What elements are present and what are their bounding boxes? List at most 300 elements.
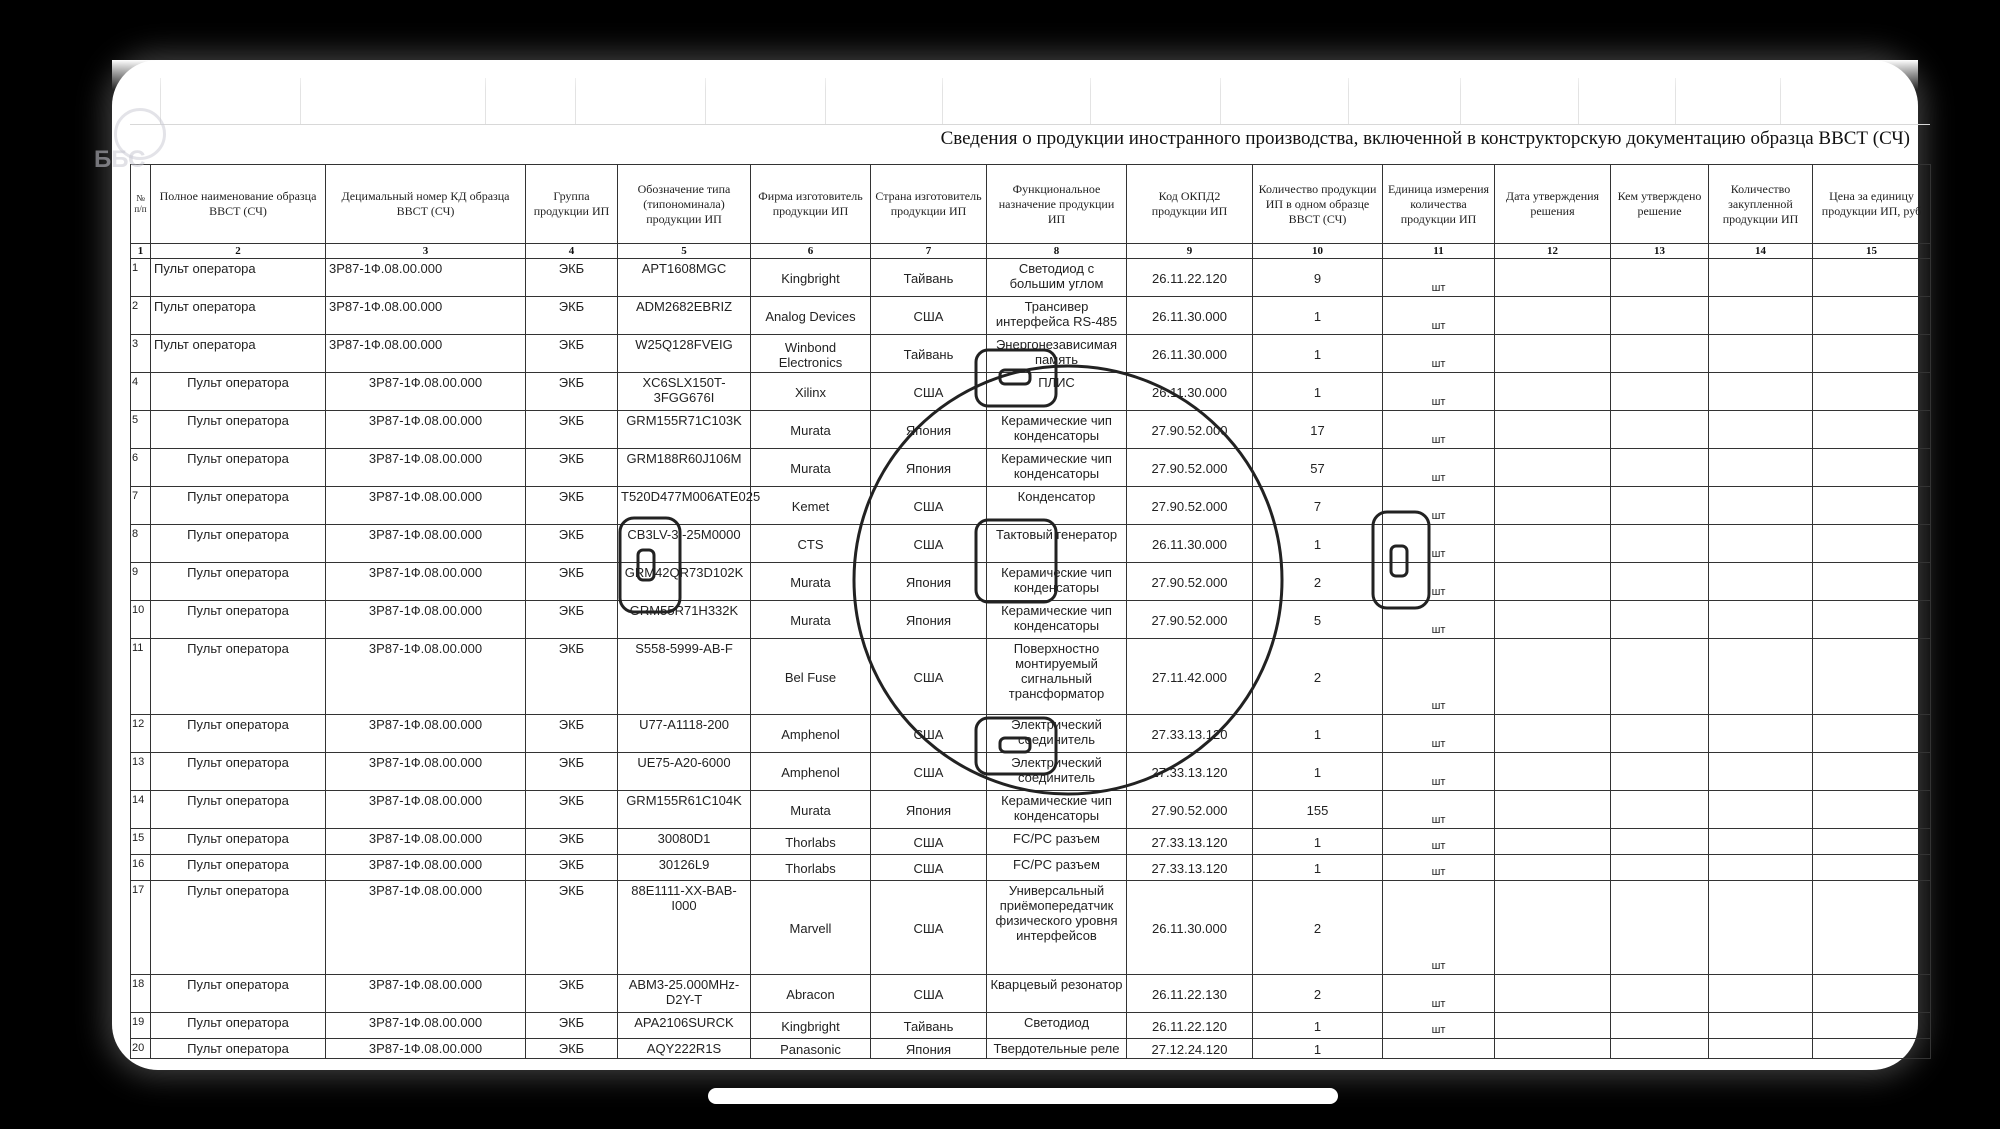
cell-kd[interactable]: 3Р87-1Ф.08.00.000 — [326, 715, 526, 753]
cell-qty[interactable]: 1 — [1253, 829, 1383, 855]
table-row[interactable] — [131, 487, 1931, 525]
empty-cell[interactable] — [1709, 791, 1813, 829]
cell-func[interactable]: Керамические чип конденсаторы — [987, 601, 1127, 639]
cell-country[interactable]: США — [871, 297, 987, 335]
cell-unit[interactable]: шт — [1383, 449, 1495, 487]
empty-cell[interactable] — [1611, 855, 1709, 881]
cell-qty[interactable]: 2 — [1253, 881, 1383, 975]
cell-qty[interactable]: 2 — [1253, 639, 1383, 715]
cell-group[interactable]: ЭКБ — [526, 829, 618, 855]
cell-qty[interactable]: 1 — [1253, 753, 1383, 791]
cell-firm[interactable]: Bel Fuse — [751, 639, 871, 715]
cell-n[interactable]: 9 — [131, 563, 151, 601]
cell-country[interactable]: Тайвань — [871, 335, 987, 373]
cell-kd[interactable]: 3Р87-1Ф.08.00.000 — [326, 791, 526, 829]
cell-qty[interactable]: 17 — [1253, 411, 1383, 449]
empty-cell[interactable] — [1495, 487, 1611, 525]
empty-cell[interactable] — [1495, 639, 1611, 715]
cell-unit[interactable]: шт — [1383, 601, 1495, 639]
cell-firm[interactable]: Murata — [751, 791, 871, 829]
cell-qty[interactable]: 9 — [1253, 259, 1383, 297]
cell-group[interactable]: ЭКБ — [526, 753, 618, 791]
cell-okpd[interactable]: 27.33.13.120 — [1127, 829, 1253, 855]
empty-cell[interactable] — [1611, 411, 1709, 449]
cell-group[interactable]: ЭКБ — [526, 1013, 618, 1039]
table-row[interactable] — [131, 829, 1931, 855]
empty-cell[interactable] — [1709, 881, 1813, 975]
cell-group[interactable]: ЭКБ — [526, 1039, 618, 1059]
table-row[interactable] — [131, 449, 1931, 487]
cell-name[interactable]: Пульт оператора — [151, 259, 326, 297]
cell-kd[interactable]: 3Р87-1Ф.08.00.000 — [326, 829, 526, 855]
empty-cell[interactable] — [1495, 753, 1611, 791]
cell-n[interactable]: 3 — [131, 335, 151, 373]
cell-type[interactable]: 30126L9 — [618, 855, 751, 881]
cell-country[interactable]: США — [871, 855, 987, 881]
cell-kd[interactable]: 3Р87-1Ф.08.00.000 — [326, 1039, 526, 1059]
cell-okpd[interactable]: 27.90.52.000 — [1127, 411, 1253, 449]
cell-func[interactable]: Конденсатор — [987, 487, 1127, 525]
cell-country[interactable]: Япония — [871, 601, 987, 639]
cell-n[interactable]: 16 — [131, 855, 151, 881]
empty-cell[interactable] — [1813, 829, 1931, 855]
empty-cell[interactable] — [1813, 335, 1931, 373]
cell-okpd[interactable]: 27.90.52.000 — [1127, 601, 1253, 639]
cell-firm[interactable]: Kingbright — [751, 1013, 871, 1039]
cell-unit[interactable]: шт — [1383, 411, 1495, 449]
cell-okpd[interactable]: 27.33.13.120 — [1127, 753, 1253, 791]
cell-type[interactable]: GRM155R71C103K — [618, 411, 751, 449]
cell-country[interactable]: Тайвань — [871, 1013, 987, 1039]
cell-n[interactable]: 1 — [131, 259, 151, 297]
empty-cell[interactable] — [1495, 411, 1611, 449]
table-row[interactable] — [131, 373, 1931, 411]
cell-country[interactable]: Япония — [871, 411, 987, 449]
cell-okpd[interactable]: 26.11.30.000 — [1127, 335, 1253, 373]
table-row[interactable] — [131, 881, 1931, 975]
cell-name[interactable]: Пульт оператора — [151, 525, 326, 563]
cell-func[interactable]: Кварцевый резонатор — [987, 975, 1127, 1013]
empty-cell[interactable] — [1495, 1039, 1611, 1059]
cell-kd[interactable]: 3Р87-1Ф.08.00.000 — [326, 601, 526, 639]
cell-func[interactable]: ПЛИС — [987, 373, 1127, 411]
cell-type[interactable]: W25Q128FVEIG — [618, 335, 751, 373]
empty-cell[interactable] — [1709, 1013, 1813, 1039]
empty-cell[interactable] — [1709, 525, 1813, 563]
cell-group[interactable]: ЭКБ — [526, 881, 618, 975]
cell-kd[interactable]: 3Р87-1Ф.08.00.000 — [326, 525, 526, 563]
cell-firm[interactable]: Marvell — [751, 881, 871, 975]
cell-kd[interactable]: 3Р87-1Ф.08.00.000 — [326, 975, 526, 1013]
empty-cell[interactable] — [1709, 639, 1813, 715]
empty-cell[interactable] — [1813, 1039, 1931, 1059]
empty-cell[interactable] — [1495, 373, 1611, 411]
cell-okpd[interactable]: 27.90.52.000 — [1127, 791, 1253, 829]
cell-country[interactable]: США — [871, 639, 987, 715]
cell-type[interactable]: CB3LV-3I-25M0000 — [618, 525, 751, 563]
cell-kd[interactable]: 3Р87-1Ф.08.00.000 — [326, 563, 526, 601]
empty-cell[interactable] — [1709, 411, 1813, 449]
cell-firm[interactable]: Thorlabs — [751, 829, 871, 855]
cell-type[interactable]: S558-5999-AB-F — [618, 639, 751, 715]
cell-name[interactable]: Пульт оператора — [151, 753, 326, 791]
cell-qty[interactable]: 57 — [1253, 449, 1383, 487]
cell-country[interactable]: США — [871, 829, 987, 855]
cell-firm[interactable]: Abracon — [751, 975, 871, 1013]
cell-firm[interactable]: Thorlabs — [751, 855, 871, 881]
cell-firm[interactable]: Winbond Electronics — [751, 335, 871, 373]
table-row[interactable] — [131, 525, 1931, 563]
cell-qty[interactable]: 1 — [1253, 373, 1383, 411]
empty-cell[interactable] — [1813, 563, 1931, 601]
empty-cell[interactable] — [1813, 791, 1931, 829]
empty-cell[interactable] — [1611, 487, 1709, 525]
cell-type[interactable]: AQY222R1S — [618, 1039, 751, 1059]
cell-func[interactable]: Электрический соединитель — [987, 715, 1127, 753]
cell-country[interactable]: США — [871, 715, 987, 753]
cell-unit[interactable]: шт — [1383, 975, 1495, 1013]
cell-type[interactable]: GRM155R61C104K — [618, 791, 751, 829]
home-indicator[interactable] — [708, 1088, 1338, 1104]
table-row[interactable] — [131, 791, 1931, 829]
cell-group[interactable]: ЭКБ — [526, 411, 618, 449]
cell-country[interactable]: США — [871, 881, 987, 975]
cell-unit[interactable]: шт — [1383, 259, 1495, 297]
cell-unit[interactable]: шт — [1383, 829, 1495, 855]
empty-cell[interactable] — [1813, 601, 1931, 639]
empty-cell[interactable] — [1611, 829, 1709, 855]
cell-group[interactable]: ЭКБ — [526, 855, 618, 881]
empty-cell[interactable] — [1709, 753, 1813, 791]
cell-n[interactable]: 17 — [131, 881, 151, 975]
cell-unit[interactable]: шт — [1383, 1013, 1495, 1039]
cell-func[interactable]: FC/PC разъем — [987, 829, 1127, 855]
cell-country[interactable]: США — [871, 753, 987, 791]
empty-cell[interactable] — [1709, 449, 1813, 487]
cell-firm[interactable]: Amphenol — [751, 715, 871, 753]
cell-type[interactable]: GRM188R60J106M — [618, 449, 751, 487]
cell-type[interactable]: UE75-A20-6000 — [618, 753, 751, 791]
cell-type[interactable]: GRM55R71H332K — [618, 601, 751, 639]
table-row[interactable] — [131, 1039, 1931, 1059]
empty-cell[interactable] — [1813, 975, 1931, 1013]
cell-unit[interactable]: шт — [1383, 525, 1495, 563]
cell-okpd[interactable]: 27.33.13.120 — [1127, 855, 1253, 881]
cell-okpd[interactable]: 27.90.52.000 — [1127, 563, 1253, 601]
cell-kd[interactable]: 3Р87-1Ф.08.00.000 — [326, 753, 526, 791]
empty-cell[interactable] — [1611, 525, 1709, 563]
cell-kd[interactable]: 3Р87-1Ф.08.00.000 — [326, 855, 526, 881]
cell-n[interactable]: 10 — [131, 601, 151, 639]
cell-country[interactable]: Япония — [871, 563, 987, 601]
empty-cell[interactable] — [1495, 715, 1611, 753]
empty-cell[interactable] — [1495, 449, 1611, 487]
cell-type[interactable]: 30080D1 — [618, 829, 751, 855]
cell-func[interactable]: Светодиод с большим углом — [987, 259, 1127, 297]
empty-cell[interactable] — [1495, 601, 1611, 639]
empty-cell[interactable] — [1709, 487, 1813, 525]
empty-cell[interactable] — [1611, 373, 1709, 411]
cell-name[interactable]: Пульт оператора — [151, 791, 326, 829]
cell-group[interactable]: ЭКБ — [526, 975, 618, 1013]
empty-cell[interactable] — [1813, 639, 1931, 715]
cell-firm[interactable]: Murata — [751, 601, 871, 639]
cell-firm[interactable]: Xilinx — [751, 373, 871, 411]
cell-okpd[interactable]: 26.11.22.120 — [1127, 259, 1253, 297]
empty-cell[interactable] — [1709, 259, 1813, 297]
cell-group[interactable]: ЭКБ — [526, 297, 618, 335]
empty-cell[interactable] — [1611, 335, 1709, 373]
cell-n[interactable]: 12 — [131, 715, 151, 753]
cell-func[interactable]: Тактовый генератор — [987, 525, 1127, 563]
table-row[interactable] — [131, 715, 1931, 753]
table-row[interactable] — [131, 411, 1931, 449]
cell-qty[interactable]: 7 — [1253, 487, 1383, 525]
cell-name[interactable]: Пульт оператора — [151, 373, 326, 411]
cell-firm[interactable]: Amphenol — [751, 753, 871, 791]
cell-okpd[interactable]: 26.11.22.130 — [1127, 975, 1253, 1013]
cell-name[interactable]: Пульт оператора — [151, 601, 326, 639]
empty-cell[interactable] — [1813, 411, 1931, 449]
cell-okpd[interactable]: 26.11.22.120 — [1127, 1013, 1253, 1039]
cell-func[interactable]: Керамические чип конденсаторы — [987, 563, 1127, 601]
cell-country[interactable]: США — [871, 525, 987, 563]
empty-cell[interactable] — [1709, 373, 1813, 411]
cell-n[interactable]: 13 — [131, 753, 151, 791]
cell-qty[interactable]: 155 — [1253, 791, 1383, 829]
cell-country[interactable]: Япония — [871, 791, 987, 829]
cell-unit[interactable]: шт — [1383, 297, 1495, 335]
cell-unit[interactable]: шт — [1383, 373, 1495, 411]
empty-cell[interactable] — [1813, 373, 1931, 411]
cell-type[interactable]: 88E1111-XX-BAB-I000 — [618, 881, 751, 975]
cell-okpd[interactable]: 27.11.42.000 — [1127, 639, 1253, 715]
cell-kd[interactable]: 3Р87-1Ф.08.00.000 — [326, 449, 526, 487]
cell-func[interactable]: Трансивер интерфейса RS-485 — [987, 297, 1127, 335]
cell-func[interactable]: Светодиод — [987, 1013, 1127, 1039]
cell-kd[interactable]: 3Р87-1Ф.08.00.000 — [326, 639, 526, 715]
cell-group[interactable]: ЭКБ — [526, 525, 618, 563]
table-row[interactable] — [131, 1013, 1931, 1039]
empty-cell[interactable] — [1813, 1013, 1931, 1039]
cell-country[interactable]: США — [871, 975, 987, 1013]
cell-n[interactable]: 11 — [131, 639, 151, 715]
empty-cell[interactable] — [1709, 975, 1813, 1013]
cell-type[interactable]: GRM42QR73D102K — [618, 563, 751, 601]
empty-cell[interactable] — [1611, 449, 1709, 487]
cell-n[interactable]: 5 — [131, 411, 151, 449]
cell-qty[interactable]: 1 — [1253, 525, 1383, 563]
cell-qty[interactable]: 1 — [1253, 1039, 1383, 1059]
cell-name[interactable]: Пульт оператора — [151, 297, 326, 335]
cell-type[interactable]: U77-A1118-200 — [618, 715, 751, 753]
cell-group[interactable]: ЭКБ — [526, 487, 618, 525]
cell-unit[interactable]: шт — [1383, 335, 1495, 373]
empty-cell[interactable] — [1709, 335, 1813, 373]
cell-okpd[interactable]: 27.12.24.120 — [1127, 1039, 1253, 1059]
cell-type[interactable]: T520D477M006ATE025 — [618, 487, 751, 525]
table-row[interactable] — [131, 639, 1931, 715]
cell-n[interactable]: 4 — [131, 373, 151, 411]
empty-cell[interactable] — [1495, 975, 1611, 1013]
cell-kd[interactable]: 3Р87-1Ф.08.00.000 — [326, 373, 526, 411]
cell-qty[interactable]: 5 — [1253, 601, 1383, 639]
cell-group[interactable]: ЭКБ — [526, 715, 618, 753]
cell-qty[interactable]: 1 — [1253, 297, 1383, 335]
empty-cell[interactable] — [1495, 335, 1611, 373]
table-row[interactable] — [131, 753, 1931, 791]
empty-cell[interactable] — [1813, 525, 1931, 563]
cell-unit[interactable] — [1383, 1039, 1495, 1059]
empty-cell[interactable] — [1709, 829, 1813, 855]
empty-cell[interactable] — [1611, 753, 1709, 791]
cell-n[interactable]: 18 — [131, 975, 151, 1013]
cell-unit[interactable]: шт — [1383, 487, 1495, 525]
cell-name[interactable]: Пульт оператора — [151, 975, 326, 1013]
cell-func[interactable]: FC/PC разъем — [987, 855, 1127, 881]
cell-func[interactable]: Керамические чип конденсаторы — [987, 449, 1127, 487]
cell-qty[interactable]: 1 — [1253, 855, 1383, 881]
cell-n[interactable]: 8 — [131, 525, 151, 563]
empty-cell[interactable] — [1495, 259, 1611, 297]
cell-type[interactable]: ABM3-25.000MHz-D2Y-T — [618, 975, 751, 1013]
cell-group[interactable]: ЭКБ — [526, 601, 618, 639]
cell-name[interactable]: Пульт оператора — [151, 1039, 326, 1059]
cell-qty[interactable]: 2 — [1253, 975, 1383, 1013]
cell-name[interactable]: Пульт оператора — [151, 487, 326, 525]
cell-name[interactable]: Пульт оператора — [151, 829, 326, 855]
cell-n[interactable]: 19 — [131, 1013, 151, 1039]
empty-cell[interactable] — [1709, 563, 1813, 601]
empty-cell[interactable] — [1495, 525, 1611, 563]
cell-group[interactable]: ЭКБ — [526, 335, 618, 373]
cell-group[interactable]: ЭКБ — [526, 373, 618, 411]
empty-cell[interactable] — [1611, 1013, 1709, 1039]
table-row[interactable] — [131, 975, 1931, 1013]
empty-cell[interactable] — [1709, 855, 1813, 881]
cell-type[interactable]: ADM2682EBRIZ — [618, 297, 751, 335]
cell-firm[interactable]: CTS — [751, 525, 871, 563]
empty-cell[interactable] — [1611, 791, 1709, 829]
cell-unit[interactable]: шт — [1383, 881, 1495, 975]
cell-type[interactable]: XC6SLX150T-3FGG676I — [618, 373, 751, 411]
empty-cell[interactable] — [1813, 753, 1931, 791]
cell-name[interactable]: Пульт оператора — [151, 639, 326, 715]
cell-qty[interactable]: 1 — [1253, 335, 1383, 373]
cell-country[interactable]: США — [871, 487, 987, 525]
empty-cell[interactable] — [1611, 715, 1709, 753]
empty-cell[interactable] — [1495, 1013, 1611, 1039]
empty-cell[interactable] — [1611, 297, 1709, 335]
cell-okpd[interactable]: 27.90.52.000 — [1127, 487, 1253, 525]
empty-cell[interactable] — [1495, 829, 1611, 855]
empty-cell[interactable] — [1709, 601, 1813, 639]
table-row[interactable] — [131, 259, 1931, 297]
cell-okpd[interactable]: 26.11.30.000 — [1127, 881, 1253, 975]
cell-unit[interactable]: шт — [1383, 791, 1495, 829]
cell-kd[interactable]: 3Р87-1Ф.08.00.000 — [326, 1013, 526, 1039]
cell-func[interactable]: Универсальный приёмопередатчик физического уровня интерфейсов — [987, 881, 1127, 975]
cell-name[interactable]: Пульт оператора — [151, 1013, 326, 1039]
cell-n[interactable]: 20 — [131, 1039, 151, 1059]
cell-group[interactable]: ЭКБ — [526, 259, 618, 297]
cell-unit[interactable]: шт — [1383, 639, 1495, 715]
empty-cell[interactable] — [1813, 487, 1931, 525]
cell-okpd[interactable]: 26.11.30.000 — [1127, 297, 1253, 335]
cell-name[interactable]: Пульт оператора — [151, 855, 326, 881]
cell-group[interactable]: ЭКБ — [526, 639, 618, 715]
cell-type[interactable]: APT1608MGC — [618, 259, 751, 297]
cell-firm[interactable]: Panasonic — [751, 1039, 871, 1059]
cell-name[interactable]: Пульт оператора — [151, 411, 326, 449]
table-row[interactable] — [131, 335, 1931, 373]
empty-cell[interactable] — [1611, 881, 1709, 975]
cell-okpd[interactable]: 27.33.13.120 — [1127, 715, 1253, 753]
empty-cell[interactable] — [1611, 259, 1709, 297]
empty-cell[interactable] — [1813, 297, 1931, 335]
cell-country[interactable]: Япония — [871, 1039, 987, 1059]
cell-n[interactable]: 2 — [131, 297, 151, 335]
cell-name[interactable]: Пульт оператора — [151, 449, 326, 487]
empty-cell[interactable] — [1611, 639, 1709, 715]
cell-func[interactable]: Твердотельные реле — [987, 1039, 1127, 1059]
cell-qty[interactable]: 2 — [1253, 563, 1383, 601]
cell-name[interactable]: Пульт оператора — [151, 881, 326, 975]
cell-okpd[interactable]: 27.90.52.000 — [1127, 449, 1253, 487]
cell-unit[interactable]: шт — [1383, 715, 1495, 753]
cell-func[interactable]: Керамические чип конденсаторы — [987, 411, 1127, 449]
cell-firm[interactable]: Kingbright — [751, 259, 871, 297]
cell-n[interactable]: 6 — [131, 449, 151, 487]
table-row[interactable] — [131, 563, 1931, 601]
cell-name[interactable]: Пульт оператора — [151, 335, 326, 373]
cell-country[interactable]: Япония — [871, 449, 987, 487]
cell-country[interactable]: США — [871, 373, 987, 411]
cell-group[interactable]: ЭКБ — [526, 563, 618, 601]
empty-cell[interactable] — [1495, 563, 1611, 601]
empty-cell[interactable] — [1709, 297, 1813, 335]
empty-cell[interactable] — [1709, 1039, 1813, 1059]
cell-qty[interactable]: 1 — [1253, 715, 1383, 753]
empty-cell[interactable] — [1813, 855, 1931, 881]
cell-name[interactable]: Пульт оператора — [151, 715, 326, 753]
cell-unit[interactable]: шт — [1383, 855, 1495, 881]
empty-cell[interactable] — [1813, 449, 1931, 487]
cell-name[interactable]: Пульт оператора — [151, 563, 326, 601]
cell-firm[interactable]: Kemet — [751, 487, 871, 525]
empty-cell[interactable] — [1495, 881, 1611, 975]
cell-firm[interactable]: Murata — [751, 563, 871, 601]
cell-firm[interactable]: Murata — [751, 449, 871, 487]
cell-kd[interactable]: 3Р87-1Ф.08.00.000 — [326, 335, 526, 373]
cell-unit[interactable]: шт — [1383, 753, 1495, 791]
cell-firm[interactable]: Murata — [751, 411, 871, 449]
cell-kd[interactable]: 3Р87-1Ф.08.00.000 — [326, 411, 526, 449]
cell-group[interactable]: ЭКБ — [526, 449, 618, 487]
cell-unit[interactable]: шт — [1383, 563, 1495, 601]
empty-cell[interactable] — [1611, 563, 1709, 601]
empty-cell[interactable] — [1709, 715, 1813, 753]
empty-cell[interactable] — [1611, 1039, 1709, 1059]
cell-kd[interactable]: 3Р87-1Ф.08.00.000 — [326, 297, 526, 335]
cell-group[interactable]: ЭКБ — [526, 791, 618, 829]
empty-cell[interactable] — [1495, 791, 1611, 829]
cell-kd[interactable]: 3Р87-1Ф.08.00.000 — [326, 259, 526, 297]
table-row[interactable] — [131, 855, 1931, 881]
table-row[interactable] — [131, 297, 1931, 335]
cell-qty[interactable]: 1 — [1253, 1013, 1383, 1039]
cell-type[interactable]: APA2106SURCK — [618, 1013, 751, 1039]
